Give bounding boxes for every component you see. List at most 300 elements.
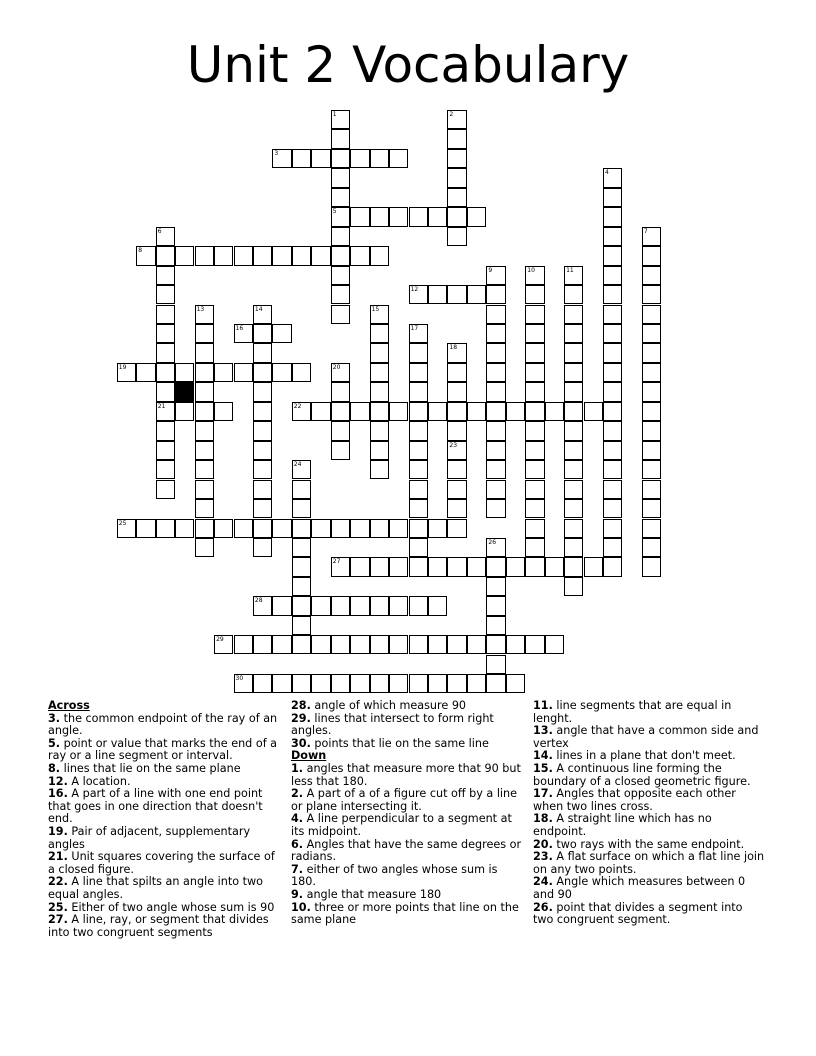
grid-cell[interactable] xyxy=(292,557,311,576)
grid-cell[interactable] xyxy=(467,674,486,693)
grid-cell[interactable] xyxy=(486,460,505,479)
grid-cell[interactable] xyxy=(292,674,311,693)
grid-cell[interactable] xyxy=(564,266,583,285)
grid-cell[interactable] xyxy=(389,519,408,538)
grid-cell[interactable] xyxy=(428,674,447,693)
grid-cell[interactable] xyxy=(409,441,428,460)
grid-cell[interactable] xyxy=(331,363,350,382)
grid-cell[interactable] xyxy=(195,421,214,440)
grid-cell[interactable] xyxy=(642,538,661,557)
grid-cell[interactable] xyxy=(350,402,369,421)
grid-cell[interactable] xyxy=(564,343,583,362)
grid-cell[interactable] xyxy=(506,557,525,576)
grid-cell[interactable] xyxy=(234,363,253,382)
grid-cell[interactable] xyxy=(467,285,486,304)
grid-cell[interactable] xyxy=(156,421,175,440)
grid-cell[interactable] xyxy=(253,635,272,654)
grid-cell[interactable] xyxy=(525,460,544,479)
grid-cell[interactable] xyxy=(603,460,622,479)
grid-cell[interactable] xyxy=(370,674,389,693)
grid-cell[interactable] xyxy=(195,538,214,557)
grid-cell[interactable] xyxy=(467,635,486,654)
grid-cell[interactable] xyxy=(272,149,291,168)
grid-cell[interactable] xyxy=(370,207,389,226)
grid-cell[interactable] xyxy=(486,480,505,499)
grid-cell[interactable] xyxy=(175,363,194,382)
grid-cell[interactable] xyxy=(292,519,311,538)
grid-cell[interactable] xyxy=(642,499,661,518)
grid-cell[interactable] xyxy=(642,460,661,479)
grid-cell[interactable] xyxy=(525,382,544,401)
grid-cell[interactable] xyxy=(564,577,583,596)
grid-cell[interactable] xyxy=(292,499,311,518)
grid-cell[interactable] xyxy=(370,149,389,168)
grid-cell[interactable] xyxy=(370,402,389,421)
grid-cell[interactable] xyxy=(525,285,544,304)
grid-cell[interactable] xyxy=(447,129,466,148)
grid-cell[interactable] xyxy=(603,188,622,207)
grid-cell[interactable] xyxy=(214,519,233,538)
grid-cell[interactable] xyxy=(603,266,622,285)
grid-cell[interactable] xyxy=(564,324,583,343)
grid-cell[interactable] xyxy=(272,363,291,382)
grid-cell[interactable] xyxy=(253,343,272,362)
grid-cell[interactable] xyxy=(311,246,330,265)
grid-cell[interactable] xyxy=(486,538,505,557)
grid-cell[interactable] xyxy=(642,266,661,285)
grid-cell[interactable] xyxy=(603,324,622,343)
grid-cell[interactable] xyxy=(175,402,194,421)
grid-cell[interactable] xyxy=(525,421,544,440)
grid-cell[interactable] xyxy=(525,441,544,460)
grid-cell[interactable] xyxy=(331,207,350,226)
grid-cell[interactable] xyxy=(331,305,350,324)
grid-cell[interactable] xyxy=(486,363,505,382)
grid-cell[interactable] xyxy=(545,402,564,421)
grid-cell[interactable] xyxy=(370,343,389,362)
grid-cell[interactable] xyxy=(642,402,661,421)
grid-cell[interactable] xyxy=(272,635,291,654)
grid-cell[interactable] xyxy=(331,421,350,440)
grid-cell[interactable] xyxy=(253,441,272,460)
grid-cell[interactable] xyxy=(214,246,233,265)
grid-cell[interactable] xyxy=(331,129,350,148)
grid-cell[interactable] xyxy=(642,324,661,343)
grid-cell[interactable] xyxy=(525,402,544,421)
grid-cell[interactable] xyxy=(195,460,214,479)
grid-cell[interactable] xyxy=(136,246,155,265)
grid-cell[interactable] xyxy=(350,557,369,576)
grid-cell[interactable] xyxy=(253,499,272,518)
grid-cell[interactable] xyxy=(156,266,175,285)
grid-cell[interactable] xyxy=(331,674,350,693)
grid-cell[interactable] xyxy=(525,305,544,324)
grid-cell[interactable] xyxy=(642,382,661,401)
grid-cell[interactable] xyxy=(195,402,214,421)
grid-cell[interactable] xyxy=(525,324,544,343)
grid-cell[interactable] xyxy=(389,596,408,615)
grid-cell[interactable] xyxy=(156,363,175,382)
grid-cell[interactable] xyxy=(486,266,505,285)
grid-cell[interactable] xyxy=(467,557,486,576)
grid-cell[interactable] xyxy=(447,363,466,382)
grid-cell[interactable] xyxy=(370,460,389,479)
grid-cell[interactable] xyxy=(525,266,544,285)
grid-cell[interactable] xyxy=(642,343,661,362)
grid-cell[interactable] xyxy=(389,207,408,226)
grid-cell[interactable] xyxy=(447,168,466,187)
grid-cell[interactable] xyxy=(603,499,622,518)
grid-cell[interactable] xyxy=(506,674,525,693)
grid-cell[interactable] xyxy=(564,519,583,538)
grid-cell[interactable] xyxy=(409,363,428,382)
grid-cell[interactable] xyxy=(292,402,311,421)
grid-cell[interactable] xyxy=(156,519,175,538)
grid-cell[interactable] xyxy=(253,402,272,421)
grid-cell[interactable] xyxy=(370,324,389,343)
grid-cell[interactable] xyxy=(350,149,369,168)
grid-cell[interactable] xyxy=(409,635,428,654)
grid-cell[interactable] xyxy=(292,635,311,654)
grid-cell[interactable] xyxy=(447,402,466,421)
grid-cell[interactable] xyxy=(486,577,505,596)
grid-cell[interactable] xyxy=(564,441,583,460)
grid-cell[interactable] xyxy=(253,674,272,693)
grid-cell[interactable] xyxy=(370,519,389,538)
grid-cell[interactable] xyxy=(370,382,389,401)
grid-cell[interactable] xyxy=(603,538,622,557)
grid-cell[interactable] xyxy=(311,519,330,538)
grid-cell[interactable] xyxy=(195,480,214,499)
grid-cell[interactable] xyxy=(409,538,428,557)
grid-cell[interactable] xyxy=(564,285,583,304)
grid-cell[interactable] xyxy=(156,285,175,304)
grid-cell[interactable] xyxy=(486,441,505,460)
grid-cell[interactable] xyxy=(428,557,447,576)
grid-cell[interactable] xyxy=(409,596,428,615)
grid-cell[interactable] xyxy=(195,246,214,265)
grid-cell[interactable] xyxy=(253,421,272,440)
grid-cell[interactable] xyxy=(292,596,311,615)
grid-cell[interactable] xyxy=(253,382,272,401)
grid-cell[interactable] xyxy=(331,519,350,538)
grid-cell[interactable] xyxy=(486,402,505,421)
grid-cell[interactable] xyxy=(603,246,622,265)
grid-cell[interactable] xyxy=(234,674,253,693)
grid-cell[interactable] xyxy=(447,674,466,693)
grid-cell[interactable] xyxy=(156,246,175,265)
grid-cell[interactable] xyxy=(564,499,583,518)
grid-cell[interactable] xyxy=(389,635,408,654)
grid-cell[interactable] xyxy=(136,519,155,538)
grid-cell[interactable] xyxy=(370,246,389,265)
grid-cell[interactable] xyxy=(117,363,136,382)
grid-cell[interactable] xyxy=(409,421,428,440)
grid-cell[interactable] xyxy=(292,460,311,479)
grid-cell[interactable] xyxy=(447,557,466,576)
grid-cell[interactable] xyxy=(564,538,583,557)
grid-cell[interactable] xyxy=(603,421,622,440)
grid-cell[interactable] xyxy=(409,207,428,226)
grid-cell[interactable] xyxy=(447,285,466,304)
grid-cell[interactable] xyxy=(447,499,466,518)
grid-cell[interactable] xyxy=(175,246,194,265)
grid-cell[interactable] xyxy=(447,441,466,460)
grid-cell[interactable] xyxy=(253,519,272,538)
grid-cell[interactable] xyxy=(603,402,622,421)
grid-cell[interactable] xyxy=(467,402,486,421)
grid-cell[interactable] xyxy=(525,538,544,557)
grid-cell[interactable] xyxy=(447,382,466,401)
grid-cell[interactable] xyxy=(447,207,466,226)
grid-cell[interactable] xyxy=(642,421,661,440)
grid-cell[interactable] xyxy=(486,285,505,304)
grid-cell[interactable] xyxy=(642,557,661,576)
grid-cell[interactable] xyxy=(272,674,291,693)
grid-cell[interactable] xyxy=(603,557,622,576)
grid-cell[interactable] xyxy=(156,227,175,246)
grid-cell[interactable] xyxy=(603,363,622,382)
grid-cell[interactable] xyxy=(409,480,428,499)
grid-cell[interactable] xyxy=(272,596,291,615)
grid-cell[interactable] xyxy=(486,305,505,324)
grid-cell[interactable] xyxy=(195,305,214,324)
grid-cell[interactable] xyxy=(545,557,564,576)
grid-cell[interactable] xyxy=(603,285,622,304)
grid-cell[interactable] xyxy=(331,402,350,421)
grid-cell[interactable] xyxy=(447,149,466,168)
grid-cell[interactable] xyxy=(409,557,428,576)
grid-cell[interactable] xyxy=(156,460,175,479)
grid-cell[interactable] xyxy=(409,460,428,479)
grid-cell[interactable] xyxy=(409,343,428,362)
grid-cell[interactable] xyxy=(564,480,583,499)
grid-cell[interactable] xyxy=(486,635,505,654)
grid-cell[interactable] xyxy=(486,421,505,440)
grid-cell[interactable] xyxy=(389,149,408,168)
grid-cell[interactable] xyxy=(642,519,661,538)
grid-cell[interactable] xyxy=(447,188,466,207)
grid-cell[interactable] xyxy=(486,674,505,693)
grid-cell[interactable] xyxy=(389,557,408,576)
grid-cell[interactable] xyxy=(331,266,350,285)
grid-cell[interactable] xyxy=(272,324,291,343)
grid-cell[interactable] xyxy=(525,480,544,499)
grid-cell[interactable] xyxy=(370,305,389,324)
grid-cell[interactable] xyxy=(195,499,214,518)
grid-cell[interactable] xyxy=(564,421,583,440)
grid-cell[interactable] xyxy=(350,674,369,693)
grid-cell[interactable] xyxy=(564,305,583,324)
grid-cell[interactable] xyxy=(525,363,544,382)
grid-cell[interactable] xyxy=(350,596,369,615)
grid-cell[interactable] xyxy=(603,305,622,324)
grid-cell[interactable] xyxy=(409,382,428,401)
grid-cell[interactable] xyxy=(331,635,350,654)
grid-cell[interactable] xyxy=(603,227,622,246)
grid-cell[interactable] xyxy=(564,363,583,382)
grid-cell[interactable] xyxy=(350,207,369,226)
grid-cell[interactable] xyxy=(447,227,466,246)
grid-cell[interactable] xyxy=(253,538,272,557)
grid-cell[interactable] xyxy=(564,402,583,421)
grid-cell[interactable] xyxy=(253,460,272,479)
grid-cell[interactable] xyxy=(447,110,466,129)
grid-cell[interactable] xyxy=(486,343,505,362)
grid-cell[interactable] xyxy=(467,207,486,226)
grid-cell[interactable] xyxy=(603,168,622,187)
grid-cell[interactable] xyxy=(292,577,311,596)
grid-cell[interactable] xyxy=(292,538,311,557)
grid-cell[interactable] xyxy=(175,519,194,538)
grid-cell[interactable] xyxy=(447,460,466,479)
grid-cell[interactable] xyxy=(564,382,583,401)
grid-cell[interactable] xyxy=(486,557,505,576)
grid-cell[interactable] xyxy=(195,343,214,362)
grid-cell[interactable] xyxy=(156,343,175,362)
grid-cell[interactable] xyxy=(370,557,389,576)
grid-cell[interactable] xyxy=(311,674,330,693)
grid-cell[interactable] xyxy=(603,207,622,226)
grid-cell[interactable] xyxy=(486,324,505,343)
grid-cell[interactable] xyxy=(214,635,233,654)
grid-cell[interactable] xyxy=(370,441,389,460)
grid-cell[interactable] xyxy=(486,616,505,635)
grid-cell[interactable] xyxy=(214,402,233,421)
grid-cell[interactable] xyxy=(525,343,544,362)
grid-cell[interactable] xyxy=(409,402,428,421)
grid-cell[interactable] xyxy=(214,363,233,382)
grid-cell[interactable] xyxy=(292,246,311,265)
grid-cell[interactable] xyxy=(195,363,214,382)
grid-cell[interactable] xyxy=(253,324,272,343)
grid-cell[interactable] xyxy=(642,227,661,246)
grid-cell[interactable] xyxy=(642,285,661,304)
grid-cell[interactable] xyxy=(642,480,661,499)
grid-cell[interactable] xyxy=(331,441,350,460)
grid-cell[interactable] xyxy=(428,402,447,421)
grid-cell[interactable] xyxy=(584,557,603,576)
grid-cell[interactable] xyxy=(564,557,583,576)
grid-cell[interactable] xyxy=(447,480,466,499)
grid-cell[interactable] xyxy=(642,305,661,324)
grid-cell[interactable] xyxy=(486,596,505,615)
grid-cell[interactable] xyxy=(603,382,622,401)
grid-cell[interactable] xyxy=(603,519,622,538)
grid-cell[interactable] xyxy=(506,402,525,421)
grid-cell[interactable] xyxy=(409,499,428,518)
grid-cell[interactable] xyxy=(331,227,350,246)
grid-cell[interactable] xyxy=(350,635,369,654)
grid-cell[interactable] xyxy=(370,635,389,654)
grid-cell[interactable] xyxy=(642,441,661,460)
grid-cell[interactable] xyxy=(370,596,389,615)
grid-cell[interactable] xyxy=(272,246,291,265)
grid-cell[interactable] xyxy=(447,343,466,362)
grid-cell[interactable] xyxy=(428,285,447,304)
grid-cell[interactable] xyxy=(311,149,330,168)
grid-cell[interactable] xyxy=(195,324,214,343)
grid-cell[interactable] xyxy=(603,343,622,362)
grid-cell[interactable] xyxy=(389,674,408,693)
grid-cell[interactable] xyxy=(234,519,253,538)
grid-cell[interactable] xyxy=(331,168,350,187)
grid-cell[interactable] xyxy=(428,519,447,538)
grid-cell[interactable] xyxy=(447,421,466,440)
grid-cell[interactable] xyxy=(331,557,350,576)
grid-cell[interactable] xyxy=(234,324,253,343)
grid-cell[interactable] xyxy=(486,499,505,518)
grid-cell[interactable] xyxy=(156,441,175,460)
grid-cell[interactable] xyxy=(506,635,525,654)
grid-cell[interactable] xyxy=(234,246,253,265)
grid-cell[interactable] xyxy=(272,519,291,538)
grid-cell[interactable] xyxy=(234,635,253,654)
grid-cell[interactable] xyxy=(409,324,428,343)
grid-cell[interactable] xyxy=(409,285,428,304)
grid-cell[interactable] xyxy=(428,596,447,615)
grid-cell[interactable] xyxy=(311,635,330,654)
grid-cell[interactable] xyxy=(428,207,447,226)
grid-cell[interactable] xyxy=(428,635,447,654)
grid-cell[interactable] xyxy=(253,363,272,382)
grid-cell[interactable] xyxy=(156,382,175,401)
grid-cell[interactable] xyxy=(331,596,350,615)
grid-cell[interactable] xyxy=(311,596,330,615)
grid-cell[interactable] xyxy=(156,402,175,421)
grid-cell[interactable] xyxy=(253,305,272,324)
grid-cell[interactable] xyxy=(292,363,311,382)
grid-cell[interactable] xyxy=(253,246,272,265)
grid-cell[interactable] xyxy=(331,149,350,168)
grid-cell[interactable] xyxy=(350,519,369,538)
grid-cell[interactable] xyxy=(292,149,311,168)
grid-cell[interactable] xyxy=(564,460,583,479)
grid-cell[interactable] xyxy=(642,246,661,265)
grid-cell[interactable] xyxy=(447,519,466,538)
grid-cell[interactable] xyxy=(331,188,350,207)
grid-cell[interactable] xyxy=(603,441,622,460)
grid-cell[interactable] xyxy=(156,480,175,499)
grid-cell[interactable] xyxy=(525,557,544,576)
grid-cell[interactable] xyxy=(331,110,350,129)
grid-cell[interactable] xyxy=(486,382,505,401)
grid-cell[interactable] xyxy=(447,635,466,654)
grid-cell[interactable] xyxy=(156,324,175,343)
grid-cell[interactable] xyxy=(292,616,311,635)
grid-cell[interactable] xyxy=(156,305,175,324)
grid-cell[interactable] xyxy=(292,480,311,499)
grid-cell[interactable] xyxy=(525,635,544,654)
grid-cell[interactable] xyxy=(136,363,155,382)
grid-cell[interactable] xyxy=(311,402,330,421)
grid-cell[interactable] xyxy=(545,635,564,654)
grid-cell[interactable] xyxy=(642,363,661,382)
grid-cell[interactable] xyxy=(331,285,350,304)
grid-cell[interactable] xyxy=(370,363,389,382)
grid-cell[interactable] xyxy=(195,382,214,401)
grid-cell[interactable] xyxy=(409,674,428,693)
grid-cell[interactable] xyxy=(331,246,350,265)
grid-cell[interactable] xyxy=(525,519,544,538)
grid-cell[interactable] xyxy=(331,382,350,401)
grid-cell[interactable] xyxy=(584,402,603,421)
grid-cell[interactable] xyxy=(603,480,622,499)
grid-cell[interactable] xyxy=(409,519,428,538)
grid-cell[interactable] xyxy=(195,519,214,538)
grid-cell[interactable] xyxy=(370,421,389,440)
grid-cell[interactable] xyxy=(253,596,272,615)
